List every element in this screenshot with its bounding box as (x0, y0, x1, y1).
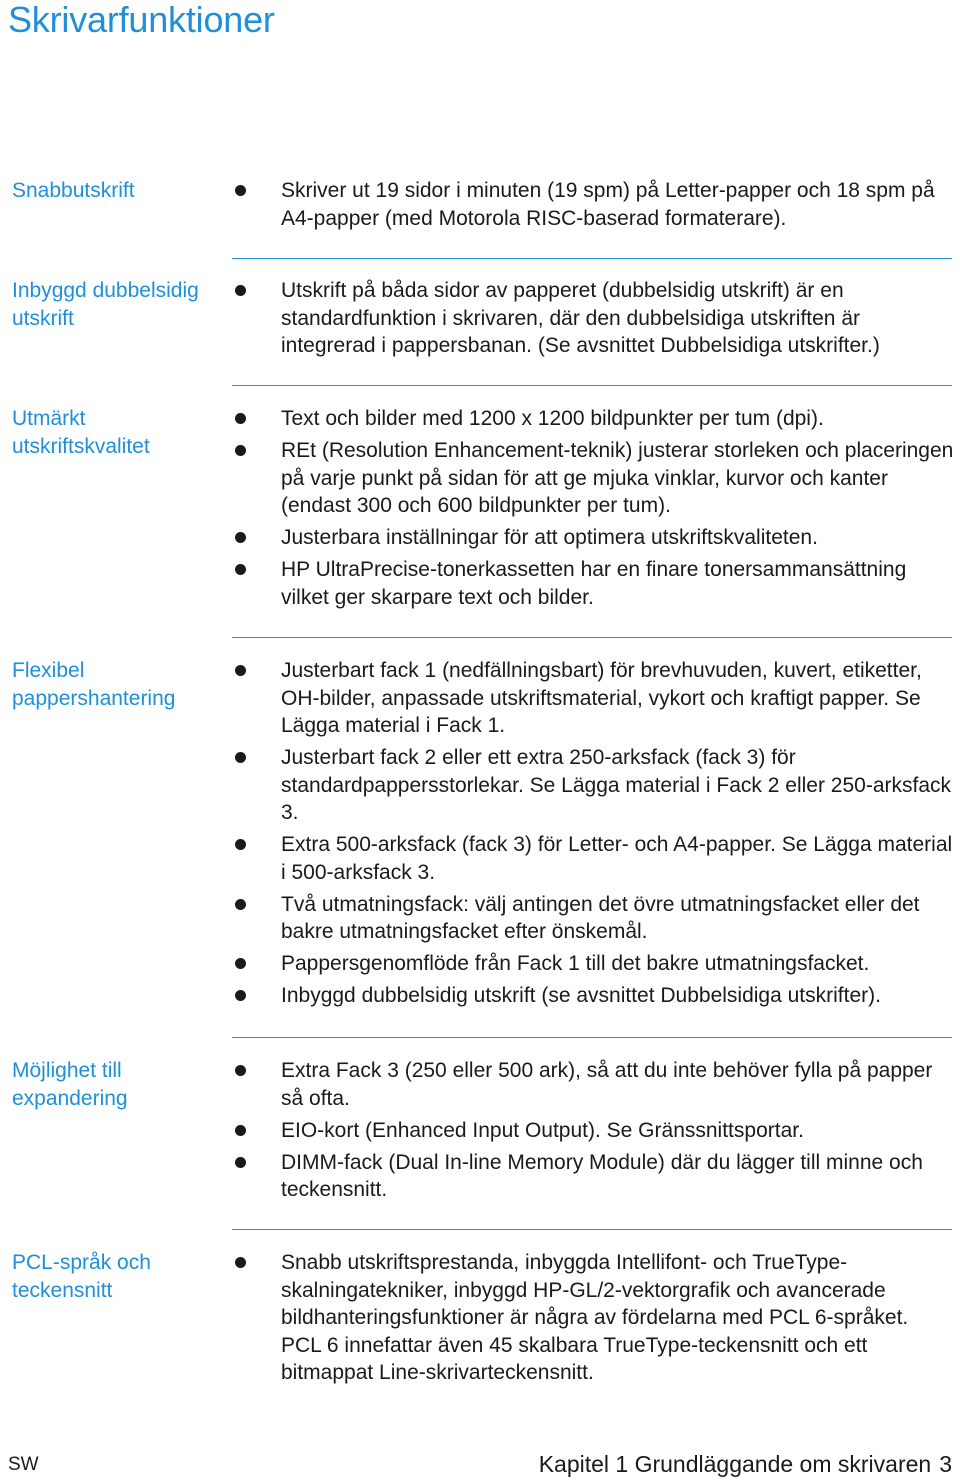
bullet-list (234, 1249, 954, 1391)
bullet-list (234, 657, 954, 1014)
bullet-icon (235, 839, 246, 850)
divider (232, 1229, 952, 1230)
bullet-icon (235, 1065, 246, 1076)
bullet-text: Utskrift på båda sidor av papperet (dubbelsidig utskrift) är en standardfunktion i skrivaren, där den dubbelsidiga utskriften är integrerad i pappersbanan. (Se avsnittet Dubbelsidiga utskrifter.) (281, 279, 880, 357)
bullet-text: Inbyggd dubbelsidig utskrift (se avsnittet Dubbelsidiga utskrifter). (281, 984, 881, 1007)
bullet-icon (235, 532, 246, 543)
bullet-text: Pappersgenomflöde från Fack 1 till det bakre utmatningsfacket. (281, 952, 870, 975)
bullet-item (234, 405, 954, 433)
divider (232, 385, 952, 386)
bullet-icon (235, 958, 246, 969)
bullet-item (234, 1149, 954, 1204)
footer-chapter (539, 1450, 952, 1478)
bullet-text: Snabb utskriftsprestanda, inbyggda Intellifont- och TrueType-skalningatekniker, inbyggd HP-GL/2-vektorgrafik och avancerade bildhanteringsfunktioner är några av fördelarna med PCL 6-språket. PCL 6 innefattar även 45 skalbara TrueType-teckensnitt och ett bitmappat Line-skrivarteckensnitt. (281, 1251, 909, 1384)
bullet-icon (235, 1157, 246, 1168)
bullet-text: Justerbara inställningar för att optimera utskriftskvaliteten. (281, 526, 818, 549)
bullet-text: Två utmatningsfack: välj antingen det övre utmatningsfacket eller det bakre utmatningsfacket efter önskemål. (281, 892, 920, 943)
bullet-item (234, 1117, 954, 1145)
bullet-text: Extra 500-arksfack (fack 3) för Letter- och A4-papper. Se Lägga material i 500-arksfack 3. (281, 833, 953, 884)
section-label: Flexibel pappershantering (12, 659, 176, 710)
bullet-icon (235, 285, 246, 296)
bullet-item (234, 524, 954, 552)
bullet-item (234, 556, 954, 611)
divider (232, 637, 952, 638)
bullet-item (234, 1057, 954, 1112)
bullet-item (234, 982, 954, 1010)
bullet-icon (235, 564, 246, 575)
bullet-item (234, 744, 954, 827)
bullet-icon (235, 413, 246, 424)
section-label: Utmärkt utskriftskvalitet (12, 407, 150, 458)
bullet-item (234, 177, 954, 232)
bullet-list (234, 277, 954, 364)
bullet-list (234, 1057, 954, 1208)
bullet-text: DIMM-fack (Dual In-line Memory Module) där du lägger till minne och teckensnitt. (281, 1150, 923, 1201)
bullet-item (234, 657, 954, 740)
bullet-text: EIO-kort (Enhanced Input Output). Se Gränssnittsportar. (281, 1118, 804, 1142)
bullet-text: Justerbart fack 1 (nedfällningsbart) för brevhuvuden, kuvert, etiketter, OH-bilder, anpassade utskriftsmaterial, vykort och kraftigt papper. Se Lägga material i Fack 1. (281, 659, 922, 737)
footer-language-code: SW (8, 1454, 39, 1475)
bullet-item (234, 277, 954, 360)
bullet-item (234, 1249, 954, 1387)
bullet-icon (235, 752, 246, 763)
bullet-text: REt (Resolution Enhancement-teknik) justerar storleken och placeringen på varje punkt på sidan för att ge mjuka vinklar, kurvor och kanter (endast 300 och 600 bildpunkter per tum). (281, 439, 954, 517)
divider (232, 1037, 952, 1038)
bullet-text: Justerbart fack 2 eller ett extra 250-arksfack (fack 3) för standardpappersstorlekar. Se Lägga material i Fack 2 eller 250-arksfack 3. (281, 746, 952, 824)
bullet-icon (235, 445, 246, 456)
footer-chapter-title: Kapitel 1 Grundläggande om skrivaren (538, 1451, 932, 1477)
bullet-list (234, 177, 954, 237)
bullet-item (234, 437, 954, 520)
section-label: Inbyggd dubbelsidig utskrift (12, 279, 199, 330)
bullet-list (234, 405, 954, 616)
bullet-icon (235, 665, 246, 676)
bullet-text: HP UltraPrecise-tonerkassetten har en finare tonersammansättning vilket ger skarpare text och bilder. (281, 558, 907, 609)
bullet-icon (235, 990, 246, 1001)
bullet-item (234, 950, 954, 978)
bullet-text: Extra Fack 3 (250 eller 500 ark), så att du inte behöver fylla på papper så ofta. (281, 1059, 933, 1110)
bullet-icon (235, 185, 246, 196)
page-number: 3 (939, 1451, 952, 1477)
page-title: Skrivarfunktioner (8, 0, 275, 40)
section-label: Snabbutskrift (12, 179, 135, 202)
bullet-icon (235, 1125, 246, 1136)
section-label: Möjlighet till expandering (12, 1059, 128, 1110)
bullet-icon (235, 899, 246, 910)
divider (232, 258, 952, 259)
section-label: PCL-språk och teckensnitt (12, 1251, 151, 1302)
bullet-text: Text och bilder med 1200 x 1200 bildpunkter per tum (dpi). (281, 407, 824, 430)
bullet-item (234, 891, 954, 946)
bullet-icon (235, 1257, 246, 1268)
bullet-item (234, 831, 954, 886)
bullet-text: Skriver ut 19 sidor i minuten (19 spm) på Letter-papper och 18 spm på A4-papper (med Motorola RISC-baserad formaterare). (281, 179, 935, 230)
